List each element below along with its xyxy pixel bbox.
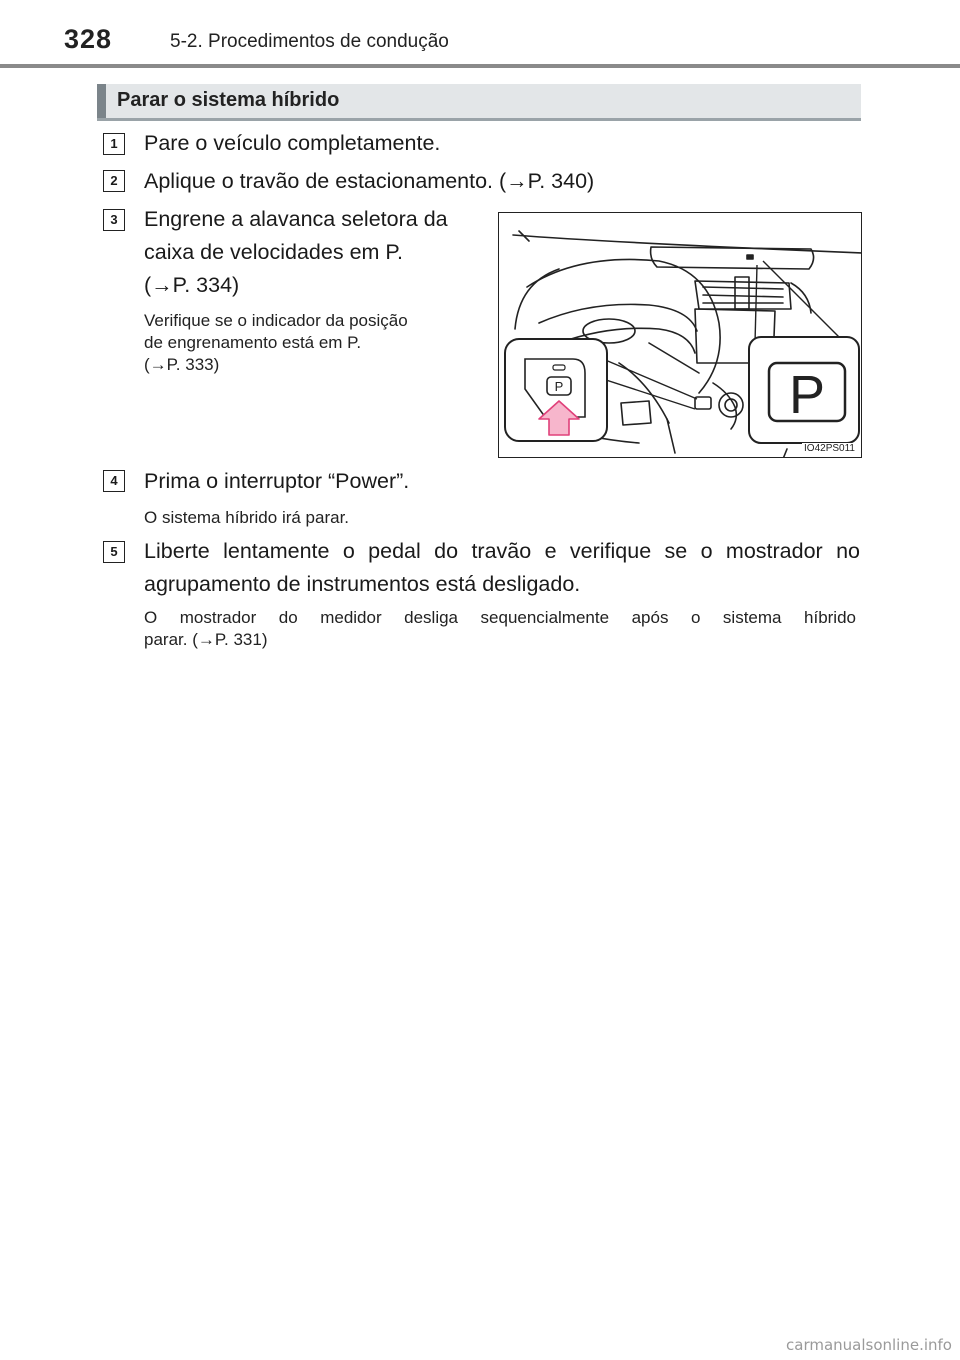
p-indicator-letter: P [788,365,826,425]
dashboard-figure [498,212,862,458]
dashboard-illustration [499,213,862,458]
chapter-title: 5-2. Procedimentos de condução [170,31,449,52]
step-5-line: Liberte lentamente o pedal do travão e verifique se o mostrador no [144,539,860,563]
step-1-text [144,127,440,160]
step-3-note-line: (→P. 333) [144,355,220,374]
step-number-1: 1 [103,133,125,155]
step-2-line: Aplique o travão de estacionamento. (→P. 340) [144,169,595,193]
watermark: carmanualsonline.info [786,1336,952,1354]
section-header [97,84,861,121]
step-4-text [144,465,409,498]
step-number-4: 4 [103,470,125,492]
header-rule [0,64,960,68]
step-number-2: 2 [103,170,125,192]
step-3-line: (→P. 334) [144,273,240,297]
step-5-note-line: O mostrador do medidor desliga sequencialmente após o sistema híbrido [144,608,856,627]
p-indicator-callout [749,337,859,443]
figure-code: IO42PS011 [804,443,855,454]
step-4-line: Prima o interruptor “Power”. [144,469,410,493]
page-number: 328 [64,24,113,54]
step-4-note [144,507,349,529]
step-3-text [144,203,448,302]
p-button-inset [505,339,607,441]
section-accent [97,84,106,118]
step-2-text [144,165,594,198]
step-3-line: Engrene a alavanca seletora da [144,207,448,231]
step-5-note-line: parar. (→P. 331) [144,630,268,649]
step-number-3: 3 [103,209,125,231]
step-5-text [144,535,860,601]
step-3-line: caixa de velocidades em P. [144,240,403,264]
step-5-line: agrupamento de instrumentos está desligado. [144,572,581,596]
section-title: Parar o sistema híbrido [117,89,340,111]
p-button-letter: P [554,379,564,394]
step-number-5: 5 [103,541,125,563]
step-3-note [144,310,408,376]
step-4-note-line: O sistema híbrido irá parar. [144,508,350,527]
step-1-line: Pare o veículo completamente. [144,131,441,155]
step-3-note-line: Verifique se o indicador da posição [144,311,408,330]
step-3-note-line: de engrenamento está em P. [144,333,362,352]
step-5-note [144,607,856,651]
